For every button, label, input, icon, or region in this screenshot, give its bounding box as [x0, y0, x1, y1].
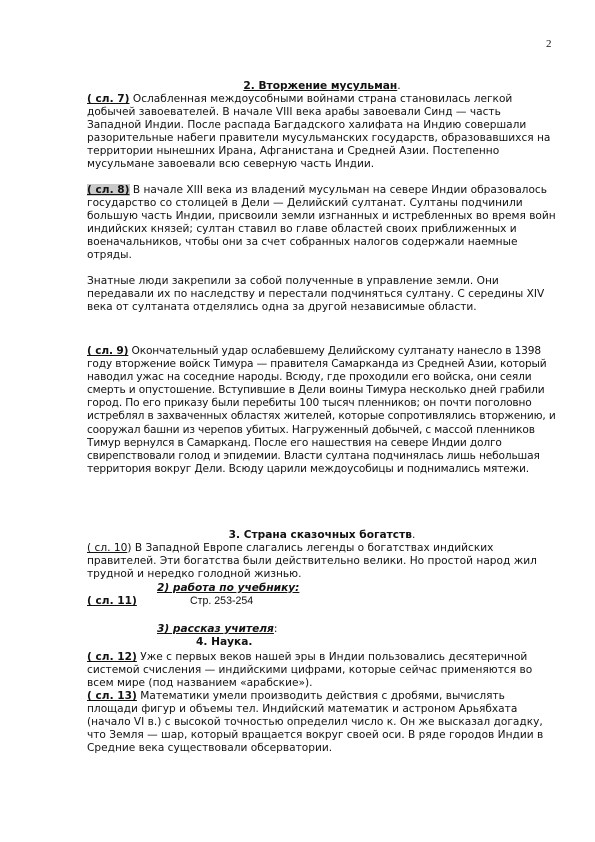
paragraph-text: Знатные люди закрепили за собой полученные в управление земли. Они передавали их по наследству и перестали подчиняться султану. С середины XIV века от султаната отделялись одна за другой независимые области. [87, 275, 545, 314]
slide-ref-11: ( сл. 11) [87, 595, 137, 607]
task-teacher-label: 3) рассказ учителя [157, 623, 274, 635]
slide-ref-13: ( сл. 13) [87, 690, 137, 702]
paragraph-text: Окончательный удар ослабевшему Делийскому султанату нанесло в 1398 году вторжение войск Тимура — правителя Самарканда из Средней Азии, который наводил ужас на соседние народы. Всюду, где проходили его войска, они сеяли смерть и опустошение. Вступившие в Дели воины Тимура несколько дней грабили город. По его приказу были перебиты 100 тысяч пленников; он почти поголовно истреблял в захваченных областях жителей, которые сопротивлялись вторжению, и сооружал башни из черепов убитых. Нагруженный добычей, с массой пленников Тимур вернулся в Самарканд. После его нашествия на севере Индии долго свирепствовали голод и эпидемии. Власти султана подчинялась лишь небольшая территория вокруг Дели. Всюду царили междоусобицы и поднимались мятежи. [87, 345, 556, 475]
task-teacher-title: 3) рассказ учителя: [157, 623, 278, 635]
section4-title-line [87, 636, 557, 649]
page-number: 2 [546, 38, 552, 50]
slide-ref-10: ( сл. 10 [87, 542, 128, 554]
slide-ref-7: ( сл. 7) [87, 93, 130, 105]
textbook-pages: Стр. 253-254 [190, 595, 254, 607]
paragraph-text: Ослабленная междоусобными войнами страна становилась легкой добычей завоевателей. В начале VIII века арабы завоевали Синд — часть Западной Индии. После распада Багдадского халифата на Индию совершали разорительные набеги правители мусульманских государств, образовавшихся на территории нынешних Ирана, Афганистана и Средней Азии. Постепенно мусульмане завоевали всю северную часть Индии. [87, 93, 551, 171]
slide-ref-9: ( сл. 9) [87, 345, 129, 357]
section3-title-line: 3. Страна сказочных богатств. [228, 529, 416, 541]
paragraph-text: Математики умели производить действия с дробями, вычислять площади фигур и объемы тел. Индийский математик и астроном Арьябхата (начало VI в.) с высокой точностью определил число к. Он же высказал догадку, что Земля — шар, который вращается вокруг своей оси. В ряде городов Индии в Средние века существовали обсерватории. [87, 690, 544, 755]
paragraph-text: Уже с первых веков нашей эры в Индии пользовались десятеричной системой счисления — индийскими цифрами, которые сейчас применяются во всем мире (под названием «арабские»). [87, 651, 533, 690]
section2-title: 2. Вторжение мусульман [243, 80, 398, 92]
paragraph-timur [87, 345, 557, 476]
paragraph-numerals [87, 651, 557, 690]
task-textbook-line [87, 595, 557, 608]
section3-title: 3. Страна сказочных богатств [228, 529, 412, 541]
paragraph-nobility [87, 275, 557, 314]
paragraph-text: ) В Западной Европе слагались легенды о богатствах индийских правителей. Эти богатства были действительно велики. Но простой народ жил трудной и нередко голодной жизнью. [87, 542, 537, 581]
slide-ref-12: ( сл. 12) [87, 651, 137, 663]
paragraph-text: В начале XIII века из владений мусульман на севере Индии образовалось государство со столицей в Дели — Делийский султанат. Султаны подчинили большую часть Индии, присвоили земли изгнанных и истребленных во время войн индийских князей; султан ставил во главе областей своих приближенных и военачальников, чтобы они за счет собранных налогов содержали наемные отряды. [87, 184, 556, 262]
section2-title-line: 2. Вторжение мусульман. [243, 80, 401, 92]
task-textbook-title [87, 582, 557, 595]
paragraph-mathematics [87, 690, 557, 755]
section4-title: 4. Наука. [196, 636, 253, 648]
slide-ref-8: ( сл. 8) [87, 184, 130, 196]
task-textbook-label: 2) работа по учебнику: [157, 582, 300, 594]
paragraph-delhi-sultanate [87, 184, 557, 263]
paragraph-riches [87, 542, 557, 581]
paragraph-invasion-intro [87, 93, 557, 172]
